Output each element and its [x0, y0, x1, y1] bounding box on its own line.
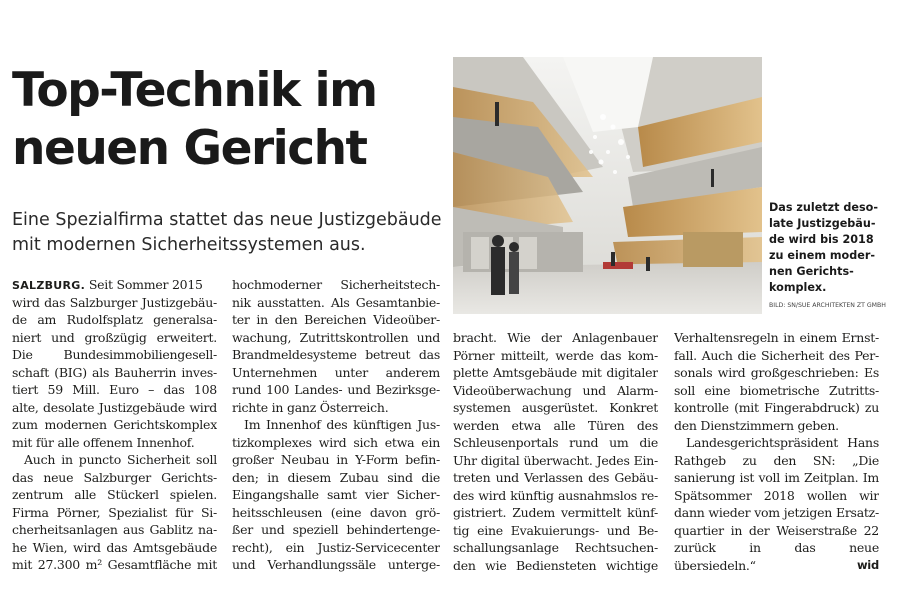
- text-line: das neue Salzburger Gerichts-: [12, 469, 217, 485]
- text-line: Firma Pörner, Spezialist für Si-: [12, 504, 217, 520]
- text-line: Verhaltensregeln in einem Ernst-: [674, 330, 879, 345]
- text-line: cherheitsanlagen aus Gablitz na-: [12, 522, 217, 537]
- text-line: [674, 557, 879, 575]
- author-initials: wid: [856, 557, 879, 572]
- text-line: Unternehmen unter anderem: [232, 364, 440, 380]
- caption-line: de wird bis 2018: [769, 233, 874, 246]
- text-line: den wie Bediensteten wichtige: [453, 557, 658, 573]
- dateline: SALZBURG.: [12, 279, 86, 292]
- text-line: schaft (BIG) als Bauherrin inves-: [12, 364, 217, 380]
- text-line: kontrolle (mit Fingerabdruck) zu: [674, 400, 879, 415]
- text-line: Spätsommer 2018 wollen wir: [674, 487, 879, 503]
- text-line: Die Bundesimmobiliengesell-: [12, 347, 217, 362]
- text-line: den; in diesem Zubau sind die: [232, 469, 440, 485]
- text-line: zum modernen Gerichtskomplex: [12, 417, 217, 432]
- atrium-illustration: [453, 57, 762, 314]
- text-line: den Dienstzimmern geben.: [674, 417, 839, 433]
- text-line: niert und großzügig erweitert.: [12, 329, 217, 345]
- caption-line: [769, 280, 901, 312]
- text-line: ter in den Bereichen Videoüber-: [232, 312, 440, 327]
- article-column-3: [453, 329, 658, 574]
- text-line: Schleusenportals rund um die: [453, 435, 658, 450]
- text-line: sonals wird großgeschrieben: Es: [674, 365, 879, 380]
- text-line: sanierung ist voll im Zeitplan. Im: [674, 470, 879, 485]
- caption-line: Das zuletzt deso-: [769, 201, 878, 214]
- text-line: zurück in das neue: [674, 540, 879, 555]
- photo-credit: BILD: SN/SUE ARCHITEKTEN ZT GMBH: [769, 302, 886, 309]
- text-line: wachung, Zutrittskontrollen und: [232, 329, 440, 345]
- subheadline-line-1: Eine Spezialfirma stattet das neue Justizgebäude: [12, 210, 442, 230]
- text-line: tig eine Evakuierungs- und Be-: [453, 522, 658, 538]
- text-line: rund 100 Landes- und Bezirksge-: [232, 382, 440, 397]
- text-line: werden etwa alle Türen des: [453, 417, 658, 433]
- text-line: dann wieder vom jetzigen Ersatz-: [674, 505, 879, 520]
- text-line: bracht. Wie der Anlagenbauer: [453, 330, 658, 345]
- text-fragment: Seit Sommer 2015: [85, 277, 203, 292]
- photo-caption: [769, 200, 901, 312]
- text-line: fall. Auch die Sicherheit des Per-: [674, 347, 879, 363]
- text-line: he Wien, wird das Amtsgebäude: [12, 539, 217, 555]
- article-column-4: [674, 329, 879, 574]
- text-line: mit für alle offenem Innenhof.: [12, 434, 195, 450]
- text-line: Videoüberwachung und Alarm-: [453, 382, 658, 398]
- subheadline-line-2: mit modernen Sicherheitssystemen aus.: [12, 235, 366, 255]
- caption-last-word: komplex.: [769, 281, 827, 294]
- text-line: des wird künftig ausnahmslos re-: [453, 487, 658, 503]
- text-line: Eingangshalle samt vier Sicher-: [232, 487, 440, 502]
- caption-line: late Justizgebäu-: [769, 217, 876, 230]
- text-line: recht), ein Justiz-Servicecenter: [232, 539, 440, 555]
- headline: [12, 62, 452, 178]
- caption-line: nen Gerichts-: [769, 265, 854, 278]
- text-line: Uhr digital überwacht. Jedes Ein-: [453, 452, 658, 468]
- text-line: systemen ausgerüstet. Konkret: [453, 400, 658, 415]
- article-column-2: [232, 276, 440, 574]
- text-line: de am Rudolfsplatz generalsa-: [12, 312, 217, 327]
- text-line: heitsschleusen (eine davon grö-: [232, 504, 440, 520]
- text-line: mit 27.300 m² Gesamtfläche mit: [12, 557, 217, 572]
- text-line: und Verhandlungssäle unterge-: [232, 557, 440, 572]
- text-line: tiert 59 Mill. Euro – das 108: [12, 382, 217, 397]
- text-line: Im Innenhof des künftigen Jus-: [244, 417, 440, 432]
- text-line: soll eine biometrische Zutritts-: [674, 382, 879, 398]
- text-line: richte in ganz Österreich.: [232, 399, 389, 415]
- headline-line-1: Top-Technik im: [12, 63, 377, 118]
- text-line: Pörner mitteilt, werde das kom-: [453, 347, 658, 363]
- text-line: Brandmeldesysteme betreut das: [232, 347, 440, 362]
- text-fragment: übersiedeln.“: [674, 557, 756, 573]
- text-line: [12, 276, 217, 294]
- text-line: treten und Verlassen des Gebäu-: [453, 470, 658, 485]
- headline-line-2: neuen Gericht: [12, 121, 367, 176]
- article-column-1: [12, 276, 217, 574]
- text-line: ßer und speziell behindertenge-: [232, 522, 440, 537]
- text-line: plette Amtsgebäude mit digitaler: [453, 365, 658, 380]
- atrium-rendering-photo: [453, 57, 762, 314]
- text-line: tizkomplexes wird sich etwa ein: [232, 434, 440, 450]
- text-line: hochmoderner Sicherheitstech-: [232, 277, 440, 292]
- text-line: quartier in der Weiserstraße 22: [674, 522, 879, 538]
- caption-line: zu einem moder-: [769, 249, 875, 262]
- text-line: alte, desolate Justizgebäude wird: [12, 399, 217, 415]
- text-line: Landesgerichtspräsident Hans: [686, 435, 879, 450]
- text-line: zentrum alle Stückerl spielen.: [12, 487, 217, 502]
- text-line: großer Neubau in Y-Form befin-: [232, 452, 440, 467]
- text-line: Auch in puncto Sicherheit soll: [24, 452, 217, 467]
- text-line: wird das Salzburger Justizgebäu-: [12, 294, 217, 310]
- text-line: gistriert. Zudem vermittelt künf-: [453, 505, 658, 520]
- subheadline: [12, 208, 452, 258]
- text-line: schallungsanlage Rechtsuchen-: [453, 540, 658, 555]
- text-line: Rathgeb zu den SN: „Die: [674, 452, 879, 468]
- text-line: nik ausstatten. Als Gesamtanbie-: [232, 294, 440, 310]
